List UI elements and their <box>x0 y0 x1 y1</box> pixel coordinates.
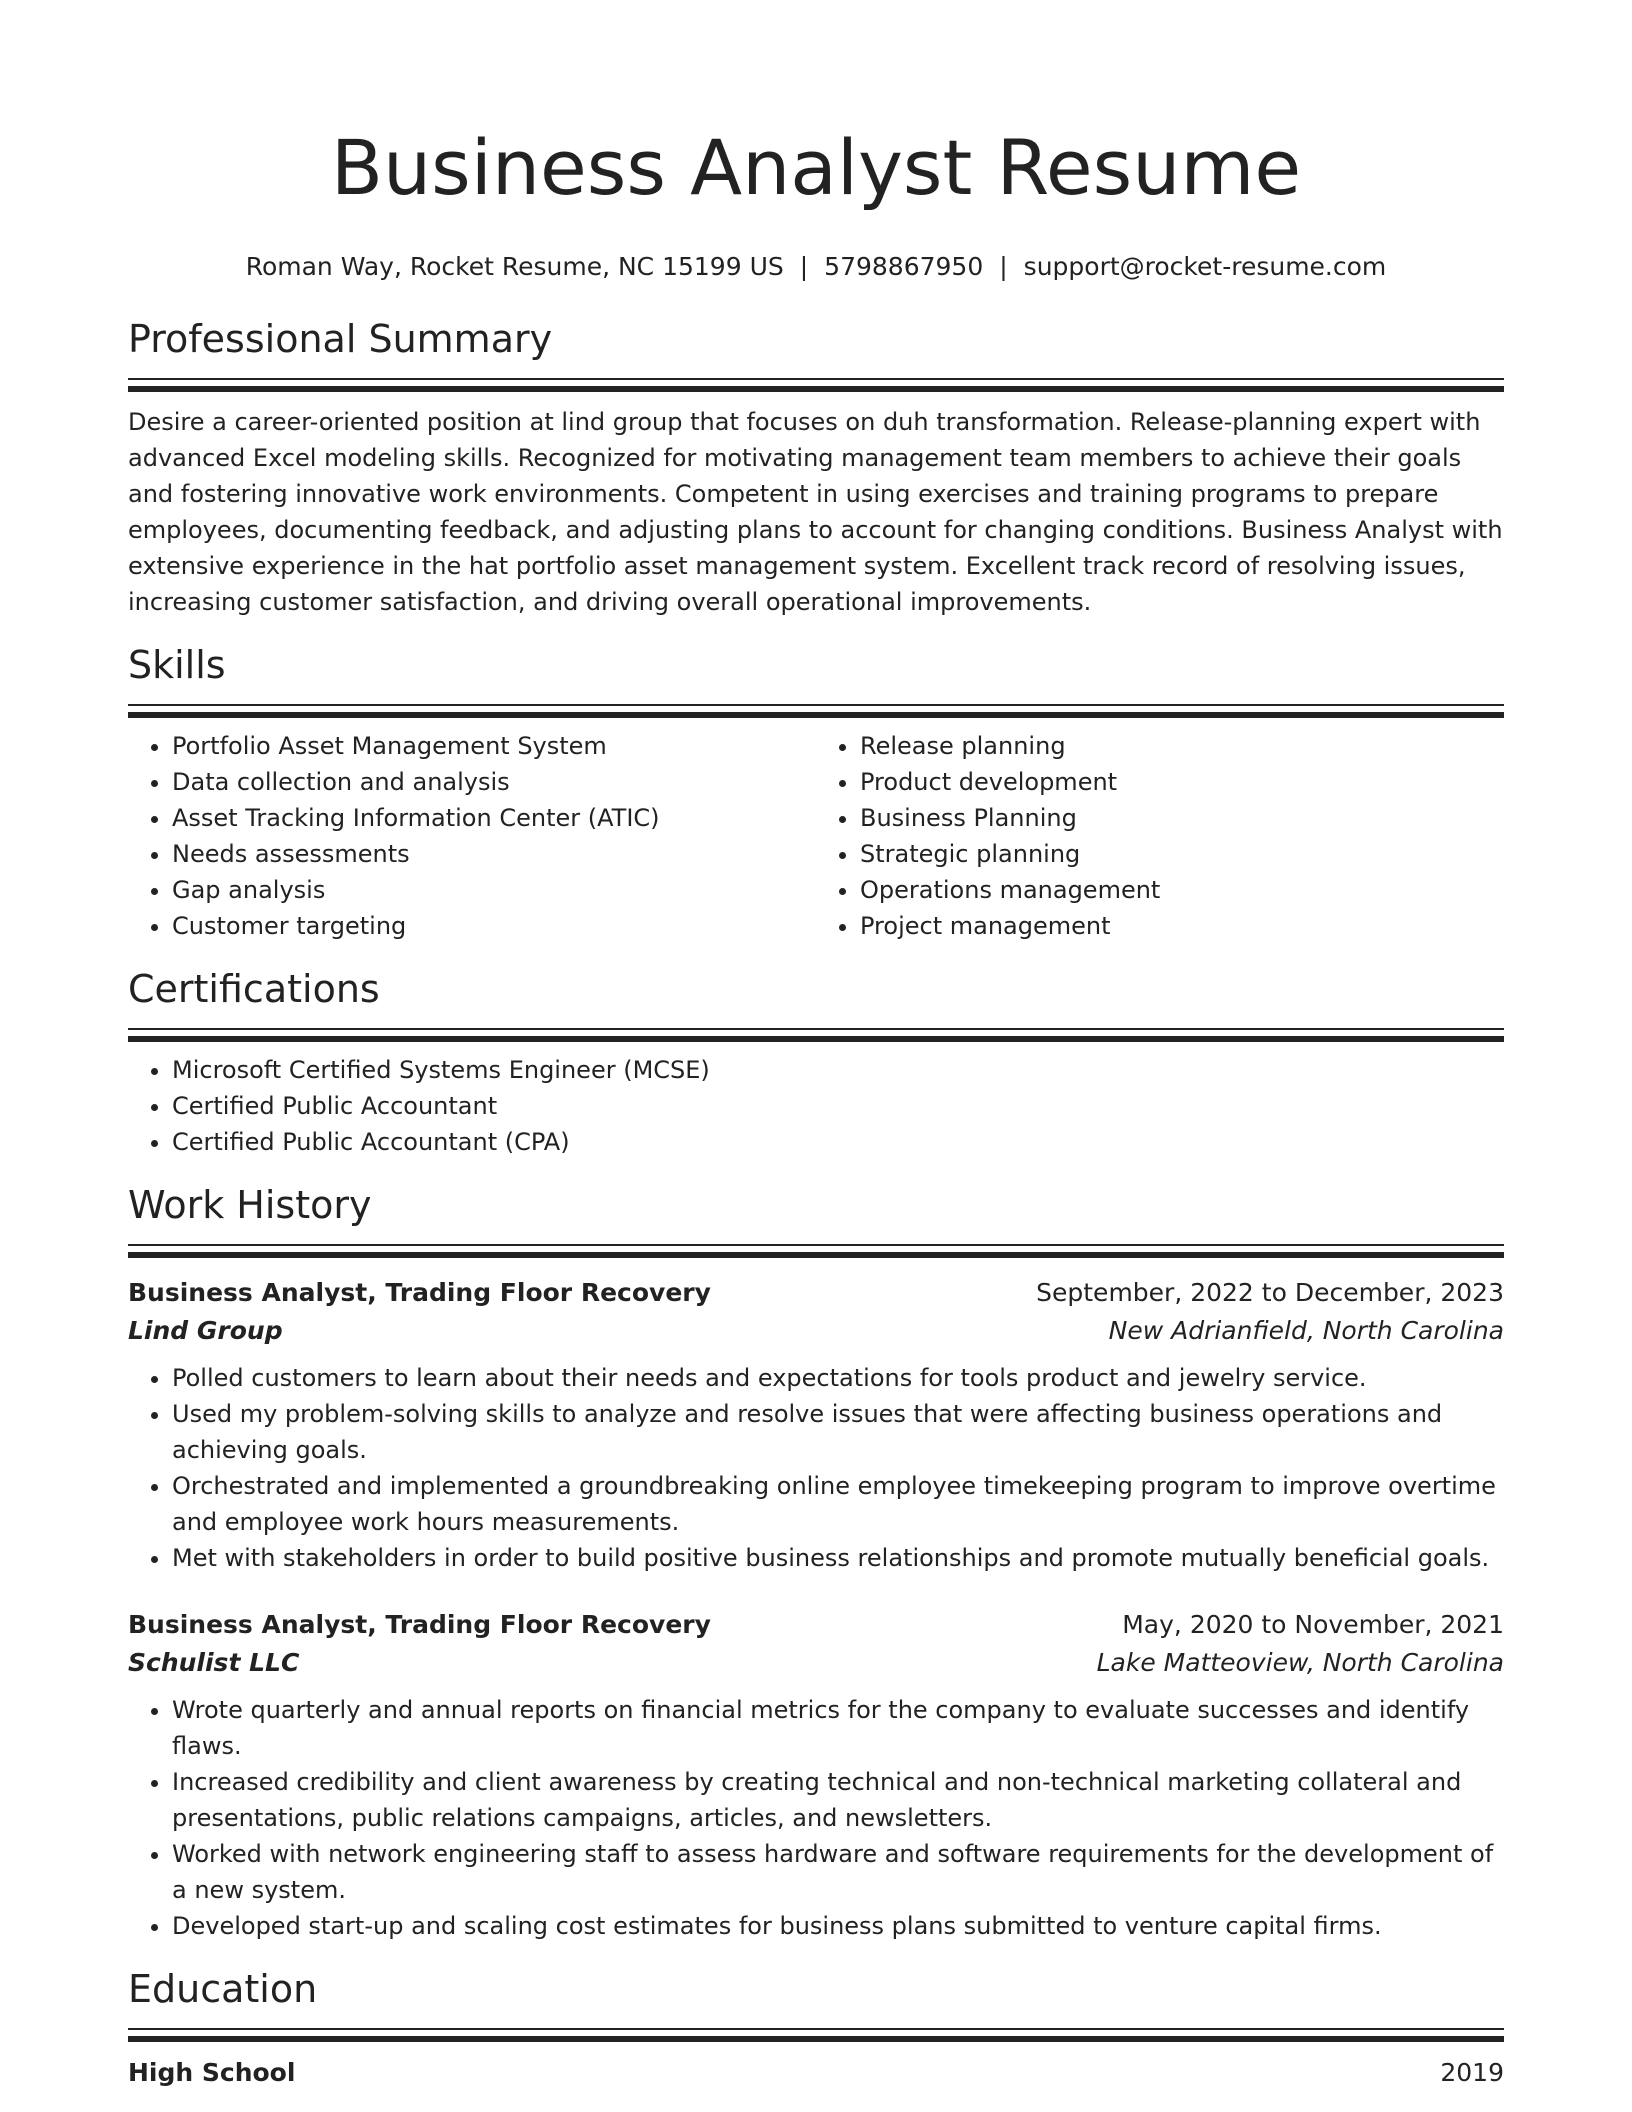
skill-item: • Gap analysis <box>172 872 816 908</box>
job-bullet: • Increased credibility and client awareness by creating technical and non-technical marketing collateral and presentations, public relations campaigns, articles, and newsletters. <box>172 1764 1504 1836</box>
job-title: Business Analyst, Trading Floor Recovery <box>128 1278 711 1307</box>
education-section <box>128 1964 1504 2092</box>
job-bullet: • Wrote quarterly and annual reports on financial metrics for the company to evaluate successes and identify flaws. <box>172 1692 1504 1764</box>
job-bullet: • Met with stakeholders in order to build positive business relationships and promote mutually beneficial goals. <box>172 1540 1504 1576</box>
job-header-row <box>128 1606 1504 1644</box>
skill-item: • Customer targeting <box>172 908 816 944</box>
resume-title: Business Analyst Resume <box>330 123 1302 212</box>
certification-item: • Microsoft Certified Systems Engineer (MCSE) <box>172 1052 1504 1088</box>
job-bullet: • Polled customers to learn about their needs and expectations for tools product and jewelry service. <box>172 1360 1504 1396</box>
certification-item: • Certified Public Accountant (CPA) <box>172 1124 1504 1160</box>
section-divider <box>128 378 1504 392</box>
skill-item: • Operations management <box>860 872 1504 908</box>
skill-item: • Strategic planning <box>860 836 1504 872</box>
skill-item: • Business Planning <box>860 800 1504 836</box>
section-heading-summary: Professional Summary <box>128 317 553 361</box>
skill-item: • Release planning <box>860 728 1504 764</box>
skill-item: • Data collection and analysis <box>172 764 816 800</box>
certification-item: • Certified Public Accountant <box>172 1088 1504 1124</box>
skills-list-left <box>128 728 816 944</box>
summary-text: Desire a career-oriented position at lind group that focuses on duh transformation. Release-planning expert with advanced Excel modeling skills. Recognized for motivating management team members to achieve their goals and fostering innovative work environments. Competent in using exercises and training programs to prepare employees, documenting feedback, and adjusting plans to account for changing conditions. Business Analyst with extensive experience in the hat portfolio asset management system. Excellent track record of resolving issues, increasing customer satisfaction, and driving overall operational improvements. <box>128 408 1503 616</box>
job-entry <box>128 1606 1504 1944</box>
contact-phone: 5798867950 <box>824 252 984 281</box>
section-divider <box>128 704 1504 718</box>
job-bullets <box>128 1360 1504 1576</box>
skills-columns <box>128 718 1504 944</box>
skills-section <box>128 640 1504 944</box>
job-dates: May, 2020 to November, 2021 <box>1122 1610 1504 1639</box>
job-company: Lind Group <box>128 1316 283 1345</box>
job-bullet: • Used my problem-solving skills to analyze and resolve issues that were affecting business operations and achieving goals. <box>172 1396 1504 1468</box>
certifications-list <box>128 1052 1504 1160</box>
section-heading-skills: Skills <box>128 643 226 687</box>
contact-line <box>128 250 1504 284</box>
section-divider <box>128 2028 1504 2042</box>
job-location: Lake Matteoview, North Carolina <box>1096 1648 1504 1677</box>
skill-item: • Needs assessments <box>172 836 816 872</box>
job-entry <box>128 1274 1504 1576</box>
skill-item: • Portfolio Asset Management System <box>172 728 816 764</box>
contact-email: support@rocket-resume.com <box>1023 252 1387 281</box>
skills-list-right <box>816 728 1504 944</box>
skill-item: • Asset Tracking Information Center (ATIC) <box>172 800 816 836</box>
job-bullet: • Worked with network engineering staff to assess hardware and software requirements for the development of a new system. <box>172 1836 1504 1908</box>
contact-address: Roman Way, Rocket Resume, NC 15199 US <box>245 252 784 281</box>
job-dates: September, 2022 to December, 2023 <box>1036 1278 1504 1307</box>
job-subheader-row <box>128 1312 1504 1350</box>
section-divider <box>128 1244 1504 1258</box>
job-location: New Adrianfield, North Carolina <box>1108 1316 1504 1345</box>
job-header-row <box>128 1274 1504 1312</box>
education-entry <box>128 2054 1504 2092</box>
job-bullets <box>128 1692 1504 1944</box>
skill-item: • Project management <box>860 908 1504 944</box>
section-heading-education: Education <box>128 1967 318 2011</box>
work-history-section <box>128 1180 1504 1944</box>
certifications-section <box>128 964 1504 1160</box>
section-divider <box>128 1028 1504 1042</box>
job-title: Business Analyst, Trading Floor Recovery <box>128 1610 711 1639</box>
contact-separator: | <box>799 252 809 281</box>
section-heading-work-history: Work History <box>128 1183 372 1227</box>
job-subheader-row <box>128 1644 1504 1682</box>
section-heading-certifications: Certifications <box>128 967 380 1011</box>
job-company: Schulist LLC <box>128 1648 300 1677</box>
job-bullet: • Developed start-up and scaling cost estimates for business plans submitted to venture capital firms. <box>172 1908 1504 1944</box>
job-bullet: • Orchestrated and implemented a groundbreaking online employee timekeeping program to improve overtime and employee work hours measurements. <box>172 1468 1504 1540</box>
contact-separator: | <box>999 252 1008 281</box>
summary-section <box>128 314 1504 620</box>
education-year: 2019 <box>1440 2058 1504 2087</box>
skill-item: • Product development <box>860 764 1504 800</box>
education-name: High School <box>128 2058 296 2087</box>
